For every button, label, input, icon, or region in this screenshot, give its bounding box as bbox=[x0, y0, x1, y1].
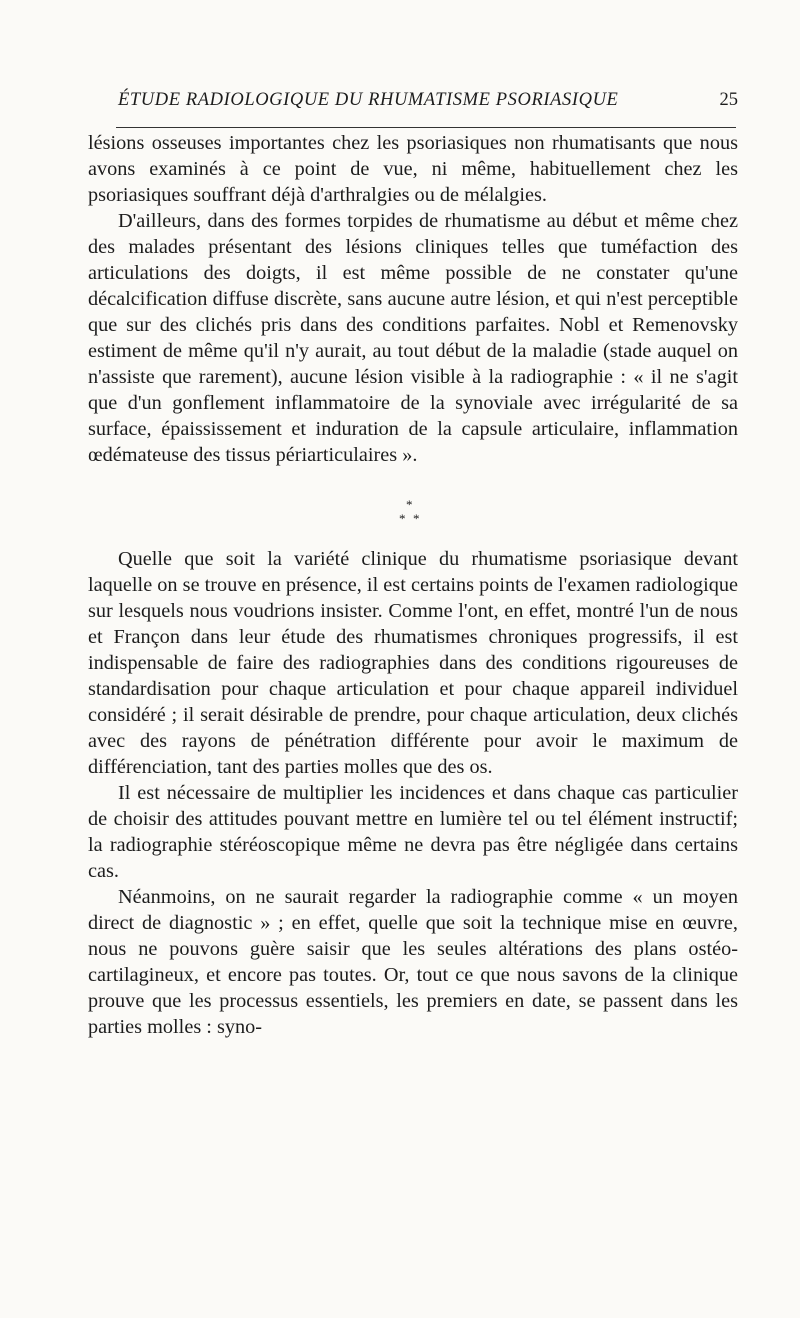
running-title: ÉTUDE RADIOLOGIQUE DU RHUMATISME PSORIASIQUE bbox=[118, 90, 619, 110]
page-number: 25 bbox=[719, 90, 738, 110]
asterism-star: * bbox=[399, 511, 406, 526]
section-separator-asterism bbox=[88, 468, 738, 546]
header-rule bbox=[116, 127, 736, 128]
paragraph-torpid-forms: D'ailleurs, dans des formes torpides de rhumatisme au début et même chez des malades présentant des lésions cliniques telles que tuméfaction des articulations des doigts, il est même possible de ne constater qu'une décalcification diffuse discrète, sans aucune autre lésion, et qui n'est perceptible que sur des clichés pris dans des conditions parfaites. Nobl et Remenovsky estiment de même qu'il n'y aurait, au tout début de la maladie (stade auquel on n'assiste que rarement), aucune lésion visible à la radiographie : « il ne s'agit que d'un gonflement inflammatoire de la synoviale avec irrégularité de sa surface, épaississement et induration de la capsule articulaire, inflammation œdémateuse des tissus périarticulaires ». bbox=[88, 210, 738, 466]
paragraph-incidences: Il est nécessaire de multiplier les incidences et dans chaque cas particulier de choisir des attitudes pouvant mettre en lumière tel ou tel élément instructif; la radiographie stéréoscopique même ne devra pas être négligée dans certains cas. bbox=[88, 782, 738, 882]
paragraph-diagnosis: Néanmoins, on ne saurait regarder la radiographie comme « un moyen direct de diagnostic » ; en effet, quelle que soit la technique mise en œuvre, nous ne pouvons guère saisir que les seules altérations des plans ostéo-cartilagineux, et encore pas toutes. Or, tout ce que nous savons de la clinique prouve que les processus essentiels, les premiers en date, se passent dans les parties molles : syno- bbox=[88, 886, 738, 1038]
asterism-star: * bbox=[406, 497, 413, 512]
running-head bbox=[118, 86, 738, 116]
asterism-star: * bbox=[413, 511, 420, 526]
paragraph-radiological-exam: Quelle que soit la variété clinique du rhumatisme psoriasique devant laquelle on se trouve en présence, il est certains points de l'examen radiologique sur lesquels nous voudrions insister. Comme l'ont, en effet, montré l'un de nous et Françon dans leur étude des rhumatismes chroniques progressifs, il est indispensable de faire des radiographies dans des conditions rigoureuses de standardisation pour chaque articulation et pour chaque appareil individuel considéré ; il serait désirable de prendre, pour chaque articulation, deux clichés avec des rayons de pénétration différente pour avoir le maximum de différenciation, tant des parties molles que des os. bbox=[88, 548, 738, 778]
body-text bbox=[88, 130, 738, 1040]
paragraph-continued: lésions osseuses importantes chez les psoriasiques non rhumatisants que nous avons examinés à ce point de vue, ni même, habituellement chez les psoriasiques souffrant déjà d'arthralgies ou de mélalgies. bbox=[88, 132, 738, 206]
